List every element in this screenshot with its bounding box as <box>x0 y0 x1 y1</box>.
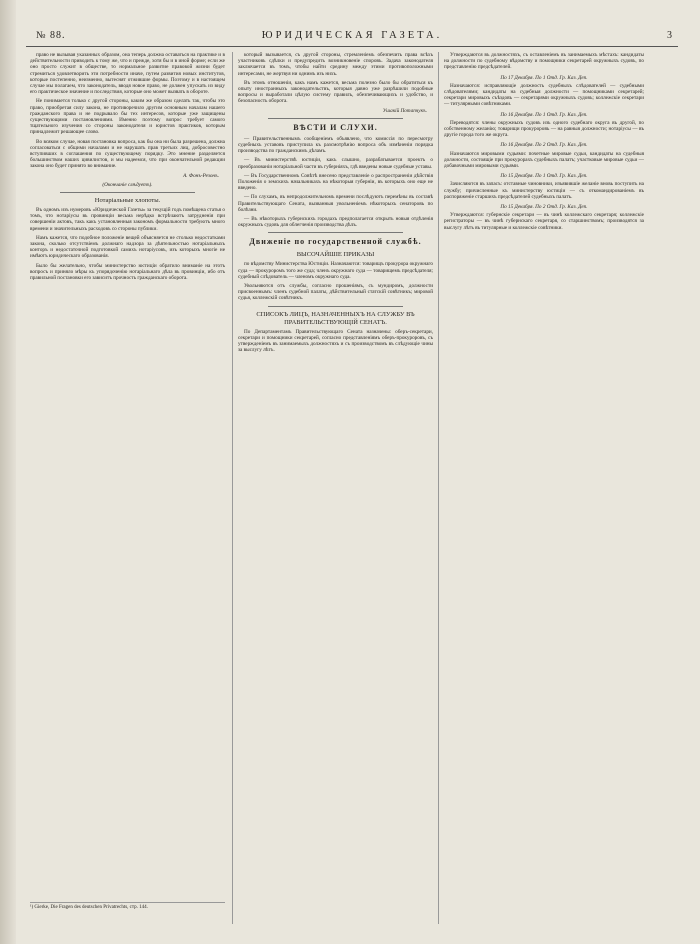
appointment-list: Переводятся: члены окружныхъ судовъ изъ одного судебнаго округа въ другой, по собственному желанію; товарищи прокуроровъ — на равныя должности; нотаріусы — въ другіе города того же округа. <box>444 119 644 139</box>
continuation-note: (Окончаніе слѣдуетъ). <box>102 181 153 188</box>
author-signature: Ушакій Потапчукъ. <box>382 107 427 114</box>
article-paragraph: Въ одномъ изъ нумеровъ «Юридической Газеты» за текущій годъ помѣщена статья о томъ, что нотаріусы въ провинціи весьма нерѣдко встрѣчаютъ затрудненія при совершеніи актовъ, такъ какъ установленныя закономъ формальности требуютъ много времени и значительныхъ расходовъ со стороны публики. <box>30 207 225 232</box>
issue-number: № 88. <box>36 30 66 41</box>
news-item: — Въ министерствѣ юстиціи, какъ слышно, разрабатывается проектъ о преобразованіи нотаріальной части въ губерніяхъ, гдѣ введены новые судебные уставы. <box>238 157 433 170</box>
page-header <box>26 30 678 44</box>
appointment-list: Утверждаются: губернскіе секретари — въ чинѣ коллежскаго секретаря; коллежскіе регистраторы — въ чинѣ губернскаго секретаря, со старшинствомъ; производятся за выслугу лѣтъ въ титулярные и коллежскіе совѣтники. <box>444 212 644 231</box>
section-title-state-service: Движеніе по государственной службѣ. <box>249 237 422 247</box>
section-subtitle: СПИСОКЪ ЛИЦЪ, НАЗНАЧЕННЫХЪ НА СЛУЖБУ ВЪ ПРАВИТЕЛЬСТВУЮЩІЙ СЕНАТЪ. <box>256 310 415 326</box>
article-paragraph: Во всяком случае, новая постановка вопроса, как бы она ни была разрешена, должна согласоваться с общими началами и не нарушать прав третьих лиц, добросовестно вступивших в соглашения по существующему порядку. Это мнение разделяется большинством наших цивилистов, и мы надеемся, что при окончательной редакции закона оно будет принято во внимание. <box>30 138 225 170</box>
news-item: — Въ нѣкоторыхъ губернскихъ городахъ предполагается открыть новыя отдѣленія окружныхъ судовъ для облегченія производства дѣлъ. <box>238 216 433 229</box>
appointment-list: Зачисляются въ запасъ: отставные чиновники, изъявившіе желаніе вновь поступить на службу; причисленные къ министерству юстиціи — съ откомандированіемъ въ распоряженіе старшихъ предсѣдателей судебныхъ палатъ. <box>444 181 644 200</box>
header-rule <box>26 46 678 47</box>
section-divider <box>268 118 403 119</box>
news-item: — Въ Государственномъ Совѣтѣ внесено представленіе о распространеніи дѣйствія Положенія о земскихъ начальникахъ на нѣкоторыя губерніи, въ которыхъ оно еще не введено. <box>238 172 433 192</box>
column-2 <box>238 52 433 924</box>
page-number: 3 <box>667 30 672 41</box>
footnote: ¹) Gierke, Die Fragen des deutschen Privatrechts, стр. 144. <box>30 902 225 911</box>
section-title-news: ВѢСТИ И СЛУХИ. <box>293 122 378 132</box>
appointment-list: Назначаются мировыми судьями: почетные мировые судьи, кандидаты на судебныя должности, состоящіе при прокурорахъ судебныхъ палатъ; участковые мировые судьи — добавочными мировыми судьями. <box>444 150 644 170</box>
dateline: По 15 Декабря. По 2 Отд. Гр. Каз. Деп. <box>500 204 588 211</box>
appointment-list: Назначаются: исправляющіе должность судебныхъ слѣдователей — судебными слѣдователями; кандидаты на судебныя должности — помощниками секретарей; секретари мировыхъ съѣздовъ — секретарями окружныхъ судовъ; коллежскіе секретари — титулярными совѣтниками. <box>444 82 644 108</box>
binding-edge <box>0 0 16 944</box>
dateline: По 15 Декабря. По 1 Отд. Гр. Каз. Деп. <box>500 173 588 180</box>
news-item: — Правительственнымъ сообщеніемъ объявлено, что комиссія по пересмотру судебныхъ уставовъ приступила къ разсмотрѣнію вопроса объ измѣненіи порядка производства по гражданскимъ дѣламъ. <box>238 135 433 155</box>
article-paragraph: право не вызывая указанных образом, она теперь должна оставаться на практике и в действительности приводить к тому же, что и прежде, хотя бы и в иной форме; если же оно просто служит в обществе, то нормальное развитие правовой жизни будет стремиться удовлетворить эти потребности иначе, путем развития новых институтов, которые постепенно, неизменно, вытеснят отжившие формы. Поэтому и в настоящем случае мы полагаем, что законодатель, вводя новое право, не должен упускать из виду его практическое значение и последствия, которые оно может вызвать в обороте. <box>30 52 225 96</box>
dateline: По 16 Декабря. По 1 Отд. Гр. Каз. Деп. <box>500 111 588 118</box>
section-subtitle: ВЫСОЧАЙШІЕ ПРИКАЗЫ <box>296 251 375 259</box>
column-1 <box>30 52 225 924</box>
section-divider <box>268 306 403 307</box>
article-heading: Нотаріальные хлопоты. <box>94 197 161 205</box>
article-paragraph: Въ этомъ отношеніи, какъ намъ кажется, весьма полезно было бы обратиться къ опыту иностранныхъ законодательствъ, которыя давно уже разрѣшили подобные вопросы и выработали цѣлую систему правилъ, обезпечивающихъ и удобство, и безопасность оборота. <box>238 79 433 105</box>
dateline: По 17 Декабря. По 1 Отд. Гр. Каз. Деп. <box>500 74 588 81</box>
author-signature: А. Фонъ-Резонъ. <box>183 172 219 179</box>
decree-item: по вѣдомству Министерства Юстиціи. Назначаются: товарищъ прокурора окружнаго суда — прокуроромъ того же суда; членъ окружнаго суда — товарищемъ предсѣдателя; судебный слѣдователь — членомъ окружнаго суда. <box>238 261 433 280</box>
dateline: По 16 Декабря. По 2 Отд. Гр. Каз. Деп. <box>500 142 588 149</box>
article-paragraph: Было бы желательно, чтобы министерство юстиціи обратило вниманіе на этотъ вопросъ и приняло мѣры къ упорядоченію нотаріальнаго дѣла въ провинціи, ибо отъ правильной постановки его зависитъ прочность гражданскаго оборота. <box>30 262 225 282</box>
article-paragraph: Не понимается только с другой стороны, каким же образом сделать так, чтобы это право, приобретая силу закона, не противоречило другим основным началам нашего гражданского права и не подрывало бы тех интересов, которые уже защищены существующими постановлениями. Именно поэтому вопрос требует самого тщательного изучения со стороны законодателя и юристов практиков, которым принадлежит решающее слово. <box>30 98 225 136</box>
article-paragraph: Утверждаются въ должностяхъ, съ оставленіемъ въ занимаемыхъ мѣстахъ: кандидаты на должности по судебному вѣдомству и помощники секретарей окружныхъ судовъ, по представленію предсѣдателей. <box>444 52 644 71</box>
article-paragraph: Намъ кажется, что подобное положеніе вещей объясняется не столько недостатками закона, сколько отсутствіемъ должнаго надзора за дѣятельностью нотаріальныхъ конторъ и недостаточной подготовкой самихъ нотаріусовъ, изъ которыхъ многіе не имѣютъ юридическаго образованія. <box>30 234 225 260</box>
newspaper-title: ЮРИДИЧЕСКАЯ ГАЗЕТА. <box>261 30 443 41</box>
column-divider <box>232 52 233 924</box>
article-paragraph: который вызывается, съ другой стороны, стремленіемъ обезпечить права всѣхъ участниковъ сдѣлки и предупредить возникновеніе споровъ. Задача законодателя заключается въ томъ, чтобы найти средину между этими противоположными интересами, не жертвуя ни однимъ изъ нихъ. <box>238 52 433 77</box>
section-divider <box>268 232 403 233</box>
column-3 <box>444 52 644 924</box>
column-divider <box>438 52 439 924</box>
news-item: — По слухамъ, въ непродолжительномъ времени послѣдуютъ перемѣны въ составѣ Правительствующаго Сената, вызванныя увольненіемъ нѣкоторыхъ сенаторовъ по болѣзни. <box>238 194 433 213</box>
section-divider <box>60 192 195 193</box>
decree-item: По Департаментамъ Правительствующаго Сената назначены: оберъ-секретари, секретари и помощники секретарей, согласно представленіямъ оберъ-прокуроровъ, съ утвержденіемъ въ занимаемыхъ должностяхъ и съ производствомъ въ слѣдующіе чины за выслугу лѣтъ. <box>238 328 433 354</box>
decree-item: Увольняются отъ службы, согласно прошеніямъ, съ мундиромъ, должности присвоеннымъ: членъ судебной палаты, дѣйствительный статскій совѣтникъ; мировой судья, коллежскій совѣтникъ. <box>238 283 433 302</box>
